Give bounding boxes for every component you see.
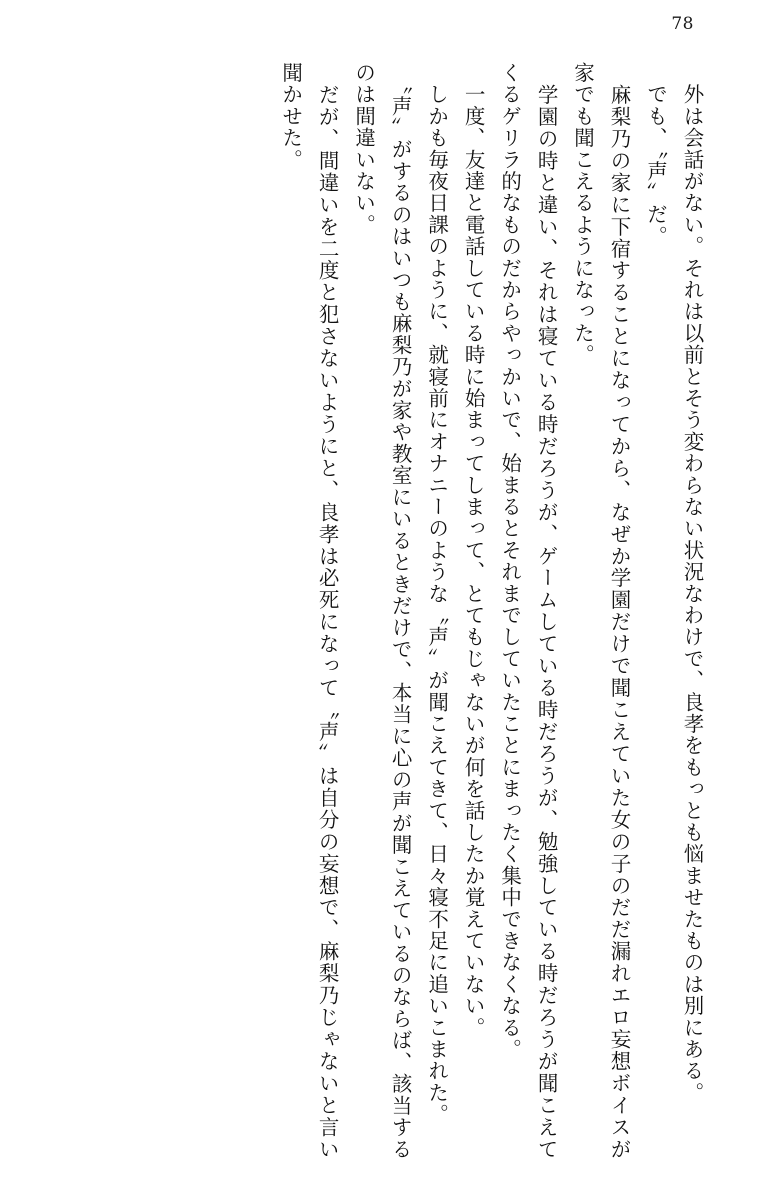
paragraph: でも、〝声〟だ。 (643, 62, 668, 248)
page-number: 78 (671, 14, 694, 34)
paragraph: 麻梨乃の家に下宿することになってから、なぜか学園だけで聞こえていた女の子のだだ漏れエロ妄想ボイスが家でも聞こえるようになった。 (570, 62, 632, 1160)
paragraph: 一度、友達と電話している時に始まってしまって、とてもじゃないが何を話したか覚えていない。 (461, 62, 486, 1039)
paragraph: 〝声〟がするのはいつも麻梨乃が家や教室にいるときだけで、本当に心の声が聞こえているのならば、該当するのは間違いない。 (351, 62, 413, 1160)
paragraph: だが、間違いを二度と犯さないようにと、良孝は必死になって〝声〟は自分の妄想で、麻梨乃じゃないと言い聞かせた。 (278, 62, 340, 1160)
page-body-text (52, 62, 710, 1160)
paragraph: 学園の時と違い、それは寝ている時だろうが、ゲームしている時だろうが、勉強している時だろうが聞こえてくるゲリラ的なものだからやっかいで、始まるとそれまでしていたことにまったく集中できなくなる。 (497, 62, 559, 1160)
paragraph: 外は会話がない。それは以前とそう変わらない状況なわけで、良孝をもっとも悩ませたものは別にある。 (680, 62, 704, 1104)
paragraph: しかも毎夜日課のように、就寝前にオナニーのような〝声〟が聞こえてきて、日々寝不足に追いこまれた。 (424, 62, 449, 1126)
